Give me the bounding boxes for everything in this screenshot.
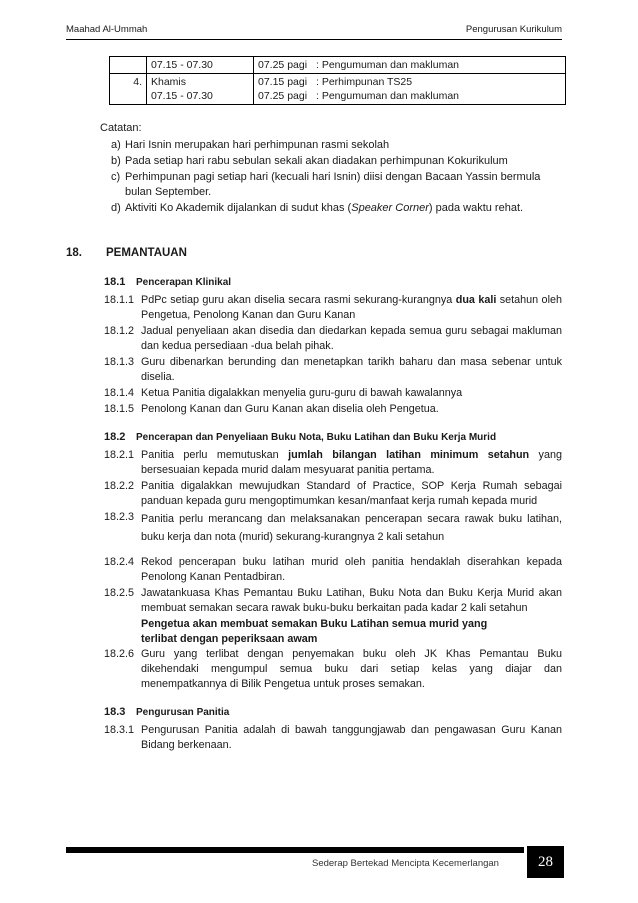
- subsection-number: 18.2: [104, 431, 126, 443]
- clause: [104, 723, 562, 753]
- clause-number: 18.1.2: [104, 325, 135, 337]
- clause-number: 18.2.3: [104, 511, 135, 523]
- clause-number: 18.1.5: [104, 403, 135, 415]
- clause-text: Jadual penyeliaan akan disedia dan diedarkan kepada semua guru sebagai makluman dan kedua persediaan -dua belah pihak.: [141, 325, 562, 352]
- clause-number: 18.1.3: [104, 356, 135, 368]
- clause: [104, 586, 562, 616]
- clause-text: Jawatankuasa Khas Pemantau Buku Latihan, Buku Nota dan Buku Kerja Murid akan membuat semakan secara rawak buku-buku berkaitan pada kadar 2 kali setahun: [141, 587, 562, 614]
- header-school: Maahad Al-Ummah: [66, 24, 148, 35]
- clause-text-bold: dua kali: [455, 294, 497, 306]
- clause-text-part: yang bersesuaian kepada murid dalam mesyuarat panitia pertama.: [141, 449, 562, 476]
- note-text: [125, 201, 570, 216]
- subsection-heading: [104, 705, 562, 720]
- clause: [104, 293, 562, 323]
- clause-text: Rekod pencerapan buku latihan murid oleh panitia hendaklah diserahkan kepada Penolong Kanan Pentadbiran.: [141, 556, 562, 583]
- clause: [104, 647, 562, 692]
- time-cell: [147, 57, 254, 74]
- principal-note-line: Pengetua akan membuat semakan Buku Latihan semua murid yang: [141, 618, 488, 630]
- activity-cell: [254, 57, 566, 74]
- subsection-heading: [104, 430, 562, 445]
- day-text: Khamis: [151, 76, 187, 88]
- note-item: [111, 154, 570, 169]
- header-section: Pengurusan Kurikulum: [465, 24, 562, 35]
- notes-title: Catatan:: [100, 122, 142, 134]
- clause: [104, 479, 562, 509]
- activity-time: 07.25 pagi: [258, 90, 308, 102]
- note-letter: a): [111, 139, 121, 151]
- activity-desc: : Perhimpunan TS25: [316, 76, 413, 88]
- page-header: [66, 20, 562, 38]
- subsection-title: Pengurusan Panitia: [136, 707, 230, 718]
- subsection-number: 18.3: [104, 706, 126, 718]
- clause-text: Ketua Panitia digalakkan menyelia guru-guru di bawah kawalannya: [141, 387, 463, 399]
- row-number: 4.: [110, 74, 147, 105]
- clause-text-bold: jumlah bilangan latihan minimum setahun: [288, 449, 530, 461]
- section-title: PEMANTAUAN: [106, 247, 187, 259]
- activity-line: [258, 89, 561, 103]
- note-item: [111, 170, 570, 200]
- clause-text-part: Panitia perlu memutuskan: [141, 449, 289, 461]
- footer-rule: [66, 847, 524, 853]
- time-cell: [147, 74, 254, 105]
- table-row: [110, 74, 566, 105]
- clause: [104, 355, 562, 385]
- clause: [104, 324, 562, 354]
- time-text: 07.15 - 07.30: [151, 90, 213, 102]
- clause: [104, 555, 562, 585]
- activity-time: 07.25 pagi: [258, 59, 308, 71]
- clause-number: 18.2.5: [104, 587, 135, 599]
- principal-note-line: terlibat dengan peperiksaan awam: [141, 633, 318, 645]
- notes-block: [100, 121, 570, 217]
- clause-number: 18.2.2: [104, 480, 135, 492]
- page-number: 28: [527, 846, 564, 878]
- clause-text: Panitia perlu merancang dan melaksanakan pencerapan secara rawak buku latihan, buku kerja dan nota (murid) sekurang-kurangnya 2 kali setahun: [141, 513, 562, 543]
- note-text-emphasis: Speaker Corner: [351, 202, 429, 214]
- note-item: [111, 138, 570, 153]
- clause-text-part: setahun oleh Pengetua, Penolong Kanan dan Guru Kanan: [141, 294, 562, 321]
- subsection-heading: [104, 275, 562, 290]
- activity-time: 07.15 pagi: [258, 76, 308, 88]
- clause: [104, 510, 562, 546]
- activity-cell: [254, 74, 566, 105]
- clause: [104, 402, 562, 417]
- note-text-part: Aktiviti Ko Akademik dijalankan di sudut khas (: [125, 202, 352, 214]
- section-heading: [66, 247, 187, 259]
- clause-text: Guru yang terlibat dengan penyemakan buku oleh JK Khas Pemantau Buku dikehendaki mengumpul semua buku dari setiap kelas yang diajar dan menempatkannya di Bilik Pengetua untuk proses semakan.: [141, 648, 562, 690]
- header-rule: [66, 39, 562, 40]
- clause-number: 18.1.1: [104, 294, 135, 306]
- principal-note: [141, 617, 562, 647]
- clause-number: 18.2.4: [104, 556, 135, 568]
- note-letter: b): [111, 155, 121, 167]
- note-item: [111, 201, 570, 216]
- subsection-title: Pencerapan dan Penyeliaan Buku Nota, Buku Latihan dan Buku Kerja Murid: [136, 432, 497, 443]
- clause-number: 18.2.1: [104, 449, 135, 461]
- schedule-table: [109, 56, 566, 105]
- clause: [104, 386, 562, 401]
- note-letter: d): [111, 202, 121, 214]
- footer-slogan: Sederap Bertekad Mencipta Kecemerlangan: [312, 858, 499, 869]
- clause-text: [141, 293, 562, 323]
- clause-text: Guru dibenarkan berunding dan menetapkan tarikh baharu dan masa sebenar untuk diselia.: [141, 356, 562, 383]
- subsection-title: Pencerapan Klinikal: [136, 277, 232, 288]
- note-letter: c): [111, 171, 121, 183]
- clause-number: 18.2.6: [104, 648, 135, 660]
- activity-line: [258, 75, 561, 89]
- section-number: 18.: [66, 247, 82, 259]
- table-row: [110, 57, 566, 74]
- clause-number: 18.3.1: [104, 724, 135, 736]
- clause-text: Pengurusan Panitia adalah di bawah tanggungjawab dan pengawasan Guru Kanan Bidang berkenaan.: [141, 724, 562, 751]
- activity-desc: : Pengumuman dan makluman: [316, 59, 459, 71]
- time-text: 07.15 - 07.30: [151, 59, 213, 71]
- clause-number: 18.1.4: [104, 387, 135, 399]
- note-text: Hari Isnin merupakan hari perhimpunan rasmi sekolah: [125, 139, 390, 151]
- clause: [104, 448, 562, 478]
- note-text: Perhimpunan pagi setiap hari (kecuali hari Isnin) diisi dengan Bacaan Yassin bermula bulan September.: [125, 171, 541, 198]
- clause-text: Panitia digalakkan mewujudkan Standard of Practice, SOP Kerja Rumah sebagai panduan kepada guru mengoptimumkan kesan/manfaat kerja rumah kepada murid: [141, 480, 562, 507]
- activity-desc: : Pengumuman dan makluman: [316, 90, 459, 102]
- activity-line: [258, 58, 561, 72]
- row-number: [110, 57, 147, 74]
- clause-text: Penolong Kanan dan Guru Kanan akan diselia oleh Pengetua.: [141, 403, 439, 415]
- note-text: Pada setiap hari rabu sebulan sekali akan diadakan perhimpunan Kokurikulum: [125, 155, 508, 167]
- section-body: [104, 275, 562, 754]
- clause-text: [141, 448, 562, 478]
- clause-text-part: PdPc setiap guru akan diselia secara rasmi sekurang-kurangnya: [141, 294, 456, 306]
- subsection-number: 18.1: [104, 276, 126, 288]
- note-text-part: ) pada waktu rehat.: [428, 202, 524, 214]
